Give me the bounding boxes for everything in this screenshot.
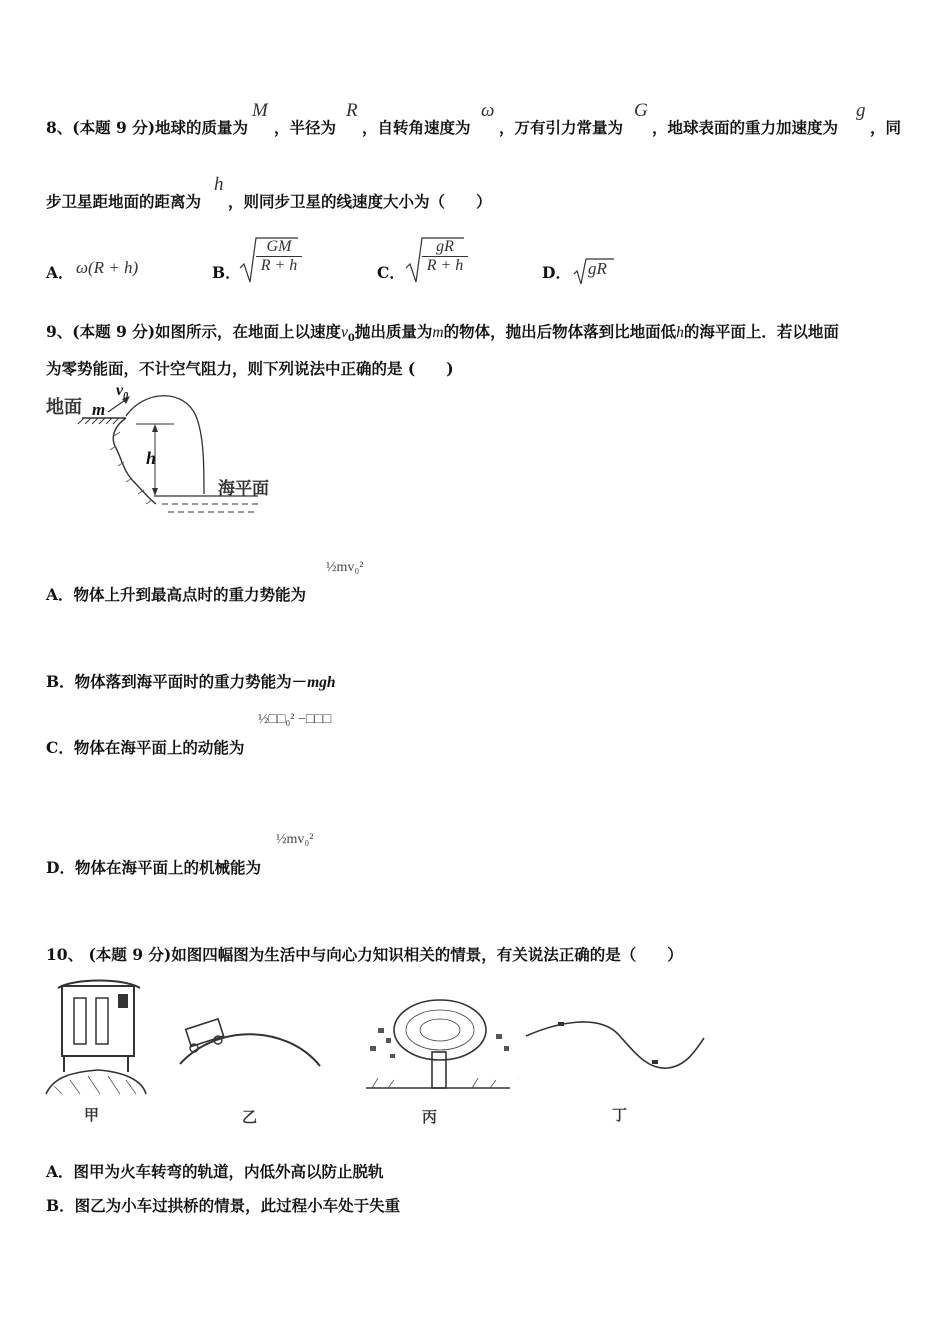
q9-text-b: 抛出质量为 xyxy=(354,322,433,341)
q10-figure-ding xyxy=(518,1014,708,1094)
q8-var-M: M xyxy=(252,100,268,121)
q9-text-d: 的海平面上．若以地面 xyxy=(683,322,839,341)
q9-option-b-mgh: mgh xyxy=(307,674,336,691)
q10-figure-yi xyxy=(176,1010,326,1090)
q8-var-omega: ω xyxy=(481,100,495,121)
q8-text-prefix: 8、(本题 9 分)地球的质量为 xyxy=(46,118,249,137)
q8-var-R: R xyxy=(346,100,358,121)
q8-option-b-denominator: R + h xyxy=(260,257,298,274)
q10-figure-jia xyxy=(44,976,154,1100)
q9-text-c: 的物体，抛出后物体落到比地面低 xyxy=(443,322,677,341)
q10-caption-yi: 乙 xyxy=(242,1109,258,1126)
q10-line1: 10、 (本题 9 分)如图四幅图为生活中与向心力知识相关的情景，有关说法正确的是（ ） xyxy=(46,945,683,964)
q8-option-b-fraction xyxy=(256,238,302,275)
q9-option-b-text: B．物体落到海平面时的重力势能为－ xyxy=(46,672,308,691)
q9-figure-ground-label: 地面 xyxy=(46,397,82,418)
q9-text-a: 9、(本题 9 分)如图所示，在地面上以速度 xyxy=(46,322,342,341)
q9-option-a: A．物体上升到最高点时的重力势能为 xyxy=(46,585,307,604)
q10-option-b: B．图乙为小车过拱桥的情景，此过程小车处于失重 xyxy=(46,1196,401,1215)
q9-option-d: D．物体在海平面上的机械能为 xyxy=(46,858,261,877)
q9-option-a-formula: ½mv₀² xyxy=(326,560,364,575)
q8-var-h: h xyxy=(214,174,224,195)
q9-option-b xyxy=(46,670,336,692)
q8-line1 xyxy=(46,116,248,138)
q8-option-c-fraction xyxy=(422,238,468,275)
q9-line1 xyxy=(46,320,839,344)
q8-var-G: G xyxy=(634,100,648,121)
q8-option-d-label: D． xyxy=(542,263,571,282)
q8-text-part3: ，自转角速度为 xyxy=(362,118,471,137)
q10-caption-ding: 丁 xyxy=(612,1107,628,1124)
q9-h: h xyxy=(676,324,684,341)
q8-text-line2b: ，则同步卫星的线速度大小为（ ） xyxy=(228,192,492,211)
q9-figure-v0-label: $v_0$ xyxy=(116,382,129,403)
q9-line2: 为零势能面，不计空气阻力，则下列说法中正确的是 ( ) xyxy=(46,359,454,378)
q9-option-d-formula: ½mv₀² xyxy=(276,832,314,847)
q10-option-a: A．图甲为火车转弯的轨道，内低外高以防止脱轨 xyxy=(46,1162,384,1181)
q8-option-b-label: B． xyxy=(212,263,241,282)
q8-option-a-expr: ω(R + h) xyxy=(76,258,139,277)
q8-text-part6: ，同 xyxy=(870,118,902,137)
q9-v0: v xyxy=(341,324,348,341)
q8-option-c-denominator: R + h xyxy=(426,257,464,274)
q9-option-c: C．物体在海平面上的动能为 xyxy=(46,738,245,757)
q10-figure-bing xyxy=(360,990,520,1100)
q9-m: m xyxy=(432,324,444,341)
q8-option-b-numerator: GM xyxy=(266,238,292,255)
q9-figure-sea-label: 海平面 xyxy=(218,479,269,499)
q8-text-part4: ，万有引力常量为 xyxy=(499,118,624,137)
q8-option-d-expr: gR xyxy=(588,259,607,278)
q8-option-c-label: C． xyxy=(377,263,405,282)
q8-text-part2: ，半径为 xyxy=(274,118,337,137)
q9-v0-sub: 0 xyxy=(347,333,355,345)
q9-option-c-formula: ½□□₀² −□□□ xyxy=(258,712,332,727)
q9-figure-m-label: m xyxy=(92,400,106,419)
q8-text-line2a: 步卫星距地面的距离为 xyxy=(46,192,202,211)
q10-caption-jia: 甲 xyxy=(84,1107,100,1124)
q8-option-c-numerator: gR xyxy=(436,238,454,255)
q8-var-g: g xyxy=(856,100,866,121)
q8-text-part5: ，地球表面的重力加速度为 xyxy=(652,118,839,137)
q9-figure-h-label: h xyxy=(146,448,157,468)
q9-figure xyxy=(44,386,304,526)
q8-option-a-label: A． xyxy=(46,263,74,282)
q10-caption-bing: 丙 xyxy=(422,1109,438,1126)
